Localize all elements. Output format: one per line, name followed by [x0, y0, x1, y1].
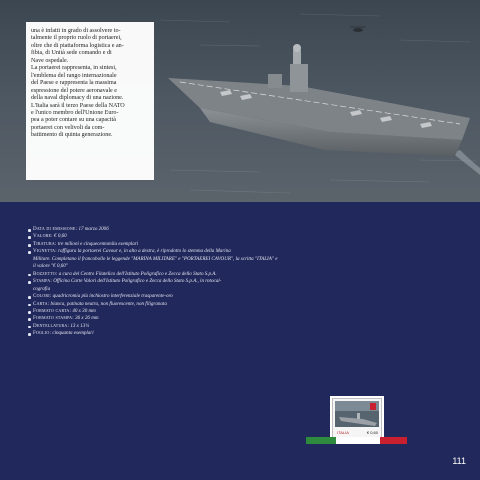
navy-crest-icon [370, 403, 376, 410]
page-number: 111 [452, 456, 466, 466]
spec-item: Formato stampa: 36 x 26 mm [28, 315, 278, 322]
intro-line: pea a poter contare su una capacità [31, 117, 116, 124]
flag-bar-white [336, 437, 380, 444]
spec-item: Valore: € 0,60 [28, 233, 278, 240]
spec-item: Foglio: cinquanta esemplari [28, 330, 278, 337]
intro-line: l'emblema del rango internazionale [31, 72, 117, 79]
intro-line: del Paese e rappresenta la massima [31, 80, 117, 87]
intro-text [31, 28, 153, 140]
intro-line: talmente il proprio ruolo di portaerei, [31, 35, 122, 42]
spec-item: Carta: bianca, patinata neutra, non fluorescente, non filigranata [28, 301, 278, 308]
intro-line: battimento di quinta generazione. [31, 132, 113, 139]
stamp-value: € 0,60 [366, 430, 378, 435]
intro-line: espressione del potere aeronavale e [31, 87, 117, 94]
flag-bar-green [306, 437, 336, 444]
intro-line: fibia, di Unità sede comando e di [31, 50, 112, 57]
spec-item: Dentellatura: 13 x 13¼ [28, 323, 278, 330]
spec-item: Formato carta: 40 x 30 mm [28, 308, 278, 315]
intro-line: oltre che di piattaforma logistica e an- [31, 42, 124, 49]
intro-line: e l'unico membro dell'Unione Euro- [31, 109, 119, 116]
intro-line: L'Italia sarà il terzo Paese della NATO [31, 102, 125, 109]
postage-stamp [332, 398, 382, 438]
stamp-specifications [28, 226, 278, 338]
spec-item: Stampa: Officina Carte Valori dell'Istituto Poligrafico e Zecca dello Stato S.p.A., in rotocal- cografia [28, 278, 278, 293]
spec-item: Vignetta: raffigura la portaerei Cavour e, in alto a destra, è riprodotto lo stemma della Marina Militare. Completano il francobollo le leggende "MARINA MILITARE" e "PORTAEREI CAVOUR", la scritta "ITALIA" e il valore "€ 0,60" [28, 248, 278, 270]
intro-line: portaerei con velivoli da com- [31, 124, 105, 131]
intro-line: della naval diplomacy di una nazione. [31, 95, 124, 102]
intro-line: una è infatti in grado di assolvere to- [31, 28, 121, 34]
spec-item: Tiratura: tre milioni e cinquecentomila esemplari [28, 241, 278, 248]
flag-bar-red [380, 437, 407, 444]
intro-line: La portaerei rappresenta, in sintesi, [31, 65, 117, 72]
island [290, 64, 308, 92]
intro-line: Nave ospedale. [31, 57, 69, 64]
ship-photo [0, 0, 480, 202]
stamp-country: ITALIA [337, 430, 349, 435]
spec-item: Colori: quadricromia più inchiostro interferenziale trasparente-oro [28, 293, 278, 300]
spec-item: Bozzetto: a cura del Centro Filatelico dell'Istituto Poligrafico e Zecca dello Stato S.p.A. [28, 271, 278, 278]
spec-item: Data di emissione: 17 marzo 2006 [28, 226, 278, 233]
